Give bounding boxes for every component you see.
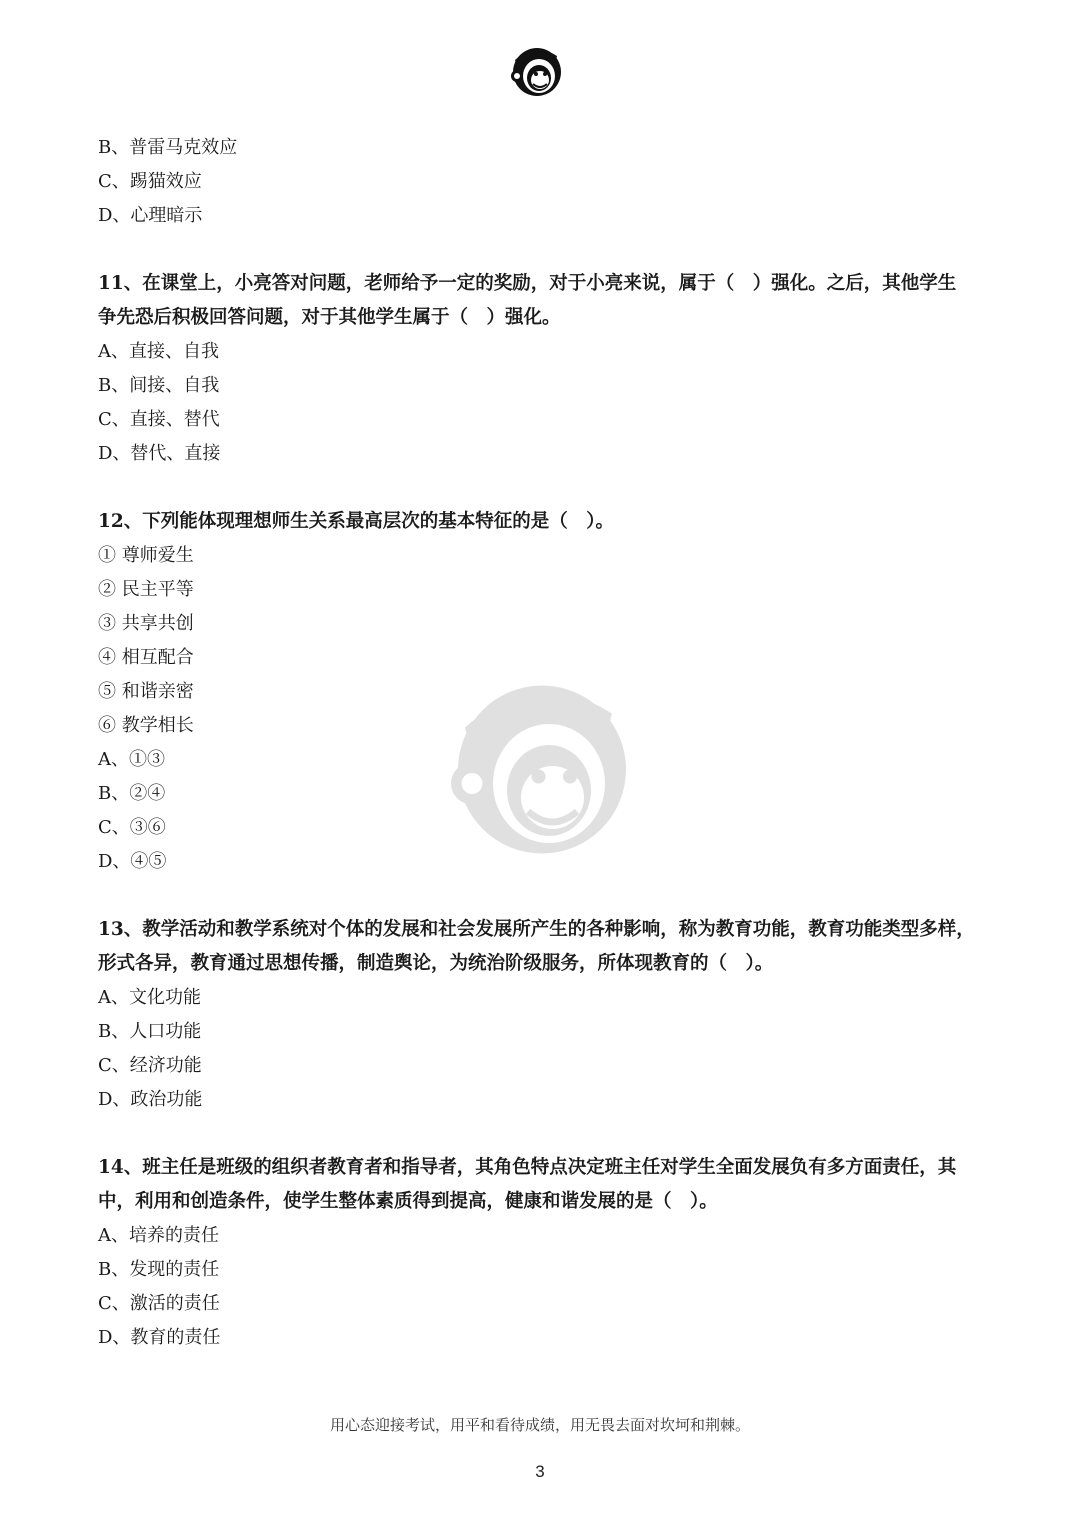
option-line: A、①③ <box>98 749 165 770</box>
option-line: B、发现的责任 <box>98 1259 220 1280</box>
question-text-line: 形式各异，教育通过思想传播，制造舆论，为统治阶级服务，所体现教育的（ ）。 <box>98 953 774 974</box>
option-line: ① 尊师爱生 <box>98 545 194 566</box>
option-line: B、人口功能 <box>98 1021 202 1042</box>
option-line: A、培养的责任 <box>98 1225 219 1246</box>
spacer <box>98 1117 988 1151</box>
question-text-line: 12、下列能体现理想师生关系最高层次的基本特征的是（ ）。 <box>98 511 614 532</box>
option-line: B、②④ <box>98 783 166 804</box>
question-text-line: 中，利用和创造条件，使学生整体素质得到提高，健康和谐发展的是（ ）。 <box>98 1191 718 1212</box>
option-line: C、③⑥ <box>98 817 166 838</box>
option-line: D、政治功能 <box>98 1089 203 1110</box>
option-line: A、直接、自我 <box>98 341 219 362</box>
question-text-line: 11、在课堂上，小亮答对问题，老师给予一定的奖励，对于小亮来说，属于（ ）强化。之后，其他学生 <box>98 273 957 294</box>
spacer <box>98 471 988 505</box>
question-text-line: 13、教学活动和教学系统对个体的发展和社会发展所产生的各种影响，称为教育功能，教育功能类型多样， <box>98 919 975 940</box>
option-line: ③ 共享共创 <box>98 613 194 634</box>
option-line: D、替代、直接 <box>98 443 221 464</box>
footer-motto: 用心态迎接考试，用平和看待成绩，用无畏去面对坎坷和荆棘。 <box>329 1416 750 1434</box>
spacer <box>98 233 988 267</box>
option-line: C、经济功能 <box>98 1055 202 1076</box>
option-line: ⑥ 教学相长 <box>98 715 194 736</box>
monkey-logo-icon <box>505 40 565 100</box>
option-line: ② 民主平等 <box>98 579 194 600</box>
page-number: 3 <box>535 1462 545 1481</box>
option-line: B、普雷马克效应 <box>98 137 238 158</box>
option-line: B、间接、自我 <box>98 375 220 396</box>
option-line: D、④⑤ <box>98 851 167 872</box>
option-line: D、心理暗示 <box>98 205 203 226</box>
question-text-line: 14、班主任是班级的组织者教育者和指导者，其角色特点决定班主任对学生全面发展负有多方面责任，其 <box>98 1157 957 1178</box>
option-line: C、踢猫效应 <box>98 171 202 192</box>
spacer <box>98 879 988 913</box>
exam-content <box>98 131 988 1355</box>
option-line: C、直接、替代 <box>98 409 220 430</box>
option-line: A、文化功能 <box>98 987 201 1008</box>
option-line: ⑤ 和谐亲密 <box>98 681 194 702</box>
option-line: C、激活的责任 <box>98 1293 220 1314</box>
option-line: D、教育的责任 <box>98 1327 221 1348</box>
option-line: ④ 相互配合 <box>98 647 194 668</box>
question-text-line: 争先恐后积极回答问题，对于其他学生属于（ ）强化。 <box>98 307 561 328</box>
